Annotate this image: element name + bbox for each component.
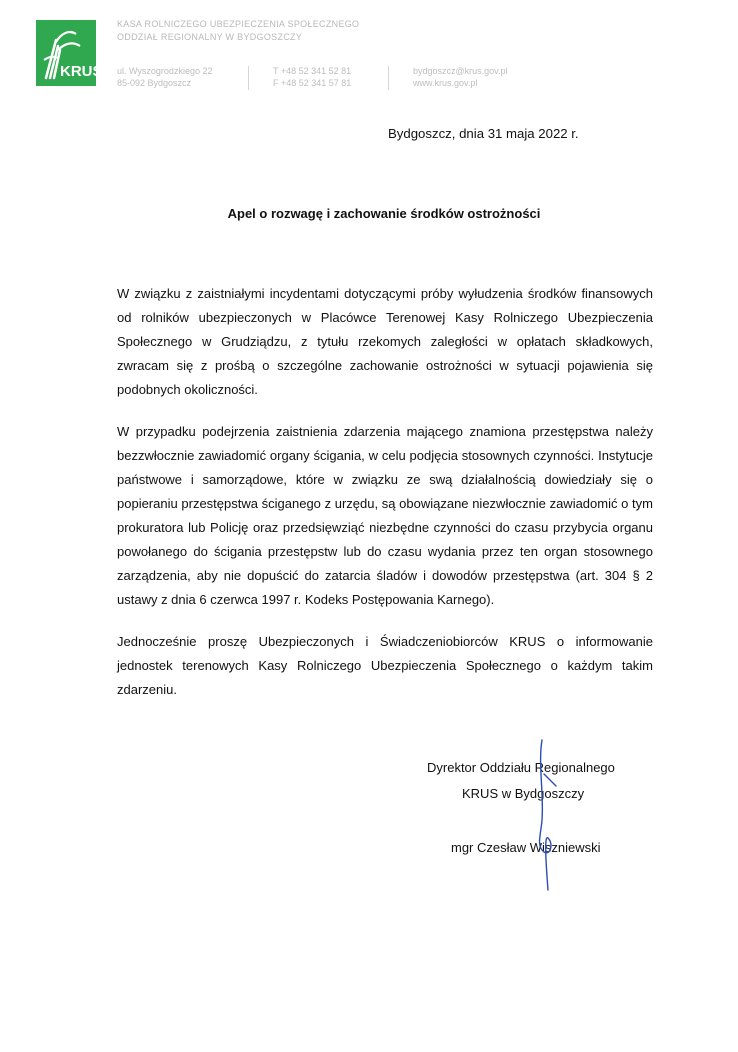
organization-name [117,18,359,44]
online-block [413,65,508,89]
phone-number: T +48 52 341 52 81 [273,66,352,76]
header-divider [248,66,249,90]
signatory-office: KRUS w Bydgoszczy [462,786,585,801]
paragraph: Jednocześnie proszę Ubezpieczonych i Świadczeniobiorców KRUS o informowanie jednostek terenowych Kasy Rolniczego Ubezpieczenia Społecznego o każdym takim zdarzeniu. [117,634,653,697]
org-line-1: KASA ROLNICZEGO UBEZPIECZENIA SPOŁECZNEGO [117,19,360,29]
signatory-position: Dyrektor Oddziału Regionalnego [427,760,615,775]
address-block [117,65,212,89]
krus-logo-graphic [36,20,103,86]
header-divider [388,66,389,90]
fax-number: F +48 52 341 57 81 [273,78,352,88]
paragraph: W związku z zaistniałymi incydentami dotyczącymi próby wyłudzenia środków finansowych od rolników ubezpieczonych w Placówce Terenowej Kasy Rolniczego Ubezpieczenia Społecznego w Grudziądzu, z tytułu rzekomych zaległości w opłatach składkowych, zwracam się z prośbą o szczególne zachowanie ostrożności w sytuacji pojawienia się podobnych okoliczności. [117,286,653,397]
date-line: Bydgoszcz, dnia 31 maja 2022 r. [388,126,579,141]
website-link[interactable]: www.krus.gov.pl [413,78,478,88]
letter-title: Apel o rozwagę i zachowanie środków ostrożności [227,206,541,221]
handwritten-signature [530,734,570,894]
signatory-name: mgr Czesław Wiszniewski [451,840,601,855]
address-city: 85-092 Bydgoszcz [117,78,192,88]
krus-logo [36,20,103,86]
paragraph: W przypadku podejrzenia zaistnienia zdarzenia mającego znamiona przestępstwa należy bezzwłocznie zawiadomić organy ścigania, w celu podjęcia stosownych czynności. Instytucje państwowe i samorządowe, które w związku ze swą działalnością dowiedziały się o popieraniu przestępstwa ściganego z urzędu, są obowiązane niezwłocznie zawiadomić o tym prokuratora lub Policję oraz przedsięwziąć niezbędne czynności do czasu przybycia organu powołanego do ścigania przestępstw lub do czasu wydania przez ten organ stosownego zarządzenia, aby nie dopuścić do zatarcia śladów i dowodów przestępstwa (art. 304 § 2 ustawy z dnia 6 czerwca 1997 r. Kodeks Postępowania Karnego). [117,424,653,607]
letter-body [117,282,653,720]
email-link[interactable]: bydgoszcz@krus.gov.pl [413,66,508,76]
address-street: ul. Wyszogrodzkiego 22 [117,66,213,76]
phone-block [273,65,351,89]
logo-text: KRUS [60,63,103,80]
org-line-2: ODDZIAŁ REGIONALNY W BYDGOSZCZY [117,32,303,42]
